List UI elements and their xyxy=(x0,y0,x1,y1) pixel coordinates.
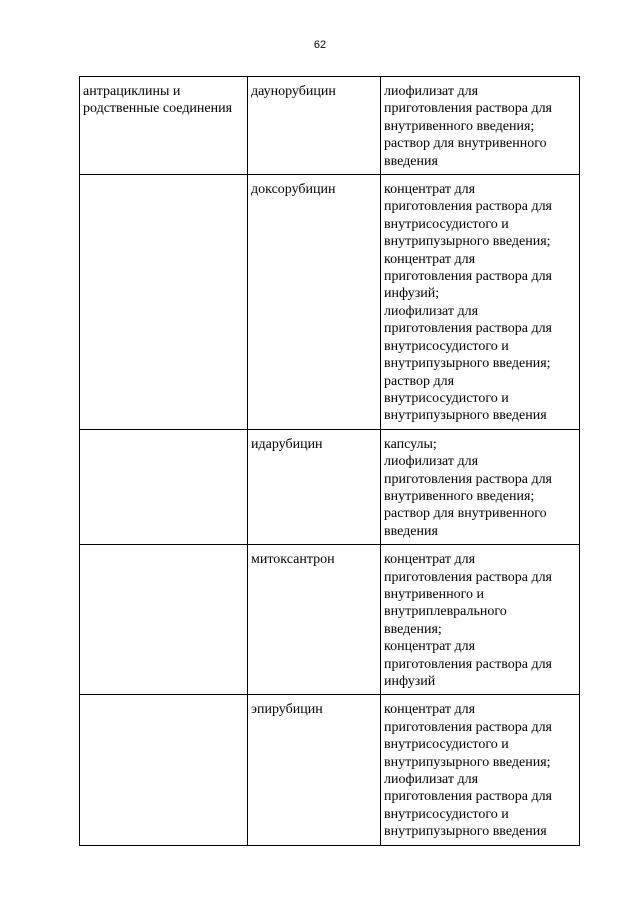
form-line: приготовления раствора для xyxy=(384,471,552,487)
drug-cell: доксорубицин xyxy=(248,175,381,430)
group-cell: антрациклины и родственные соединения xyxy=(80,77,248,175)
form-line: раствор для xyxy=(384,373,455,389)
group-cell xyxy=(80,175,248,430)
drug-cell: даунорубицин xyxy=(248,77,381,175)
form-line: приготовления раствора для xyxy=(384,101,552,117)
form-line: приготовления раствора для xyxy=(384,656,552,672)
table-row xyxy=(80,545,580,695)
form-line: приготовления раствора для xyxy=(384,719,552,735)
table-row xyxy=(80,175,580,430)
form-line: концентрат для xyxy=(384,702,476,718)
form-line: приготовления раствора для xyxy=(384,569,552,585)
form-line: приготовления раствора для xyxy=(384,199,552,215)
form-line: внутрипузырного введения; xyxy=(384,356,551,372)
form-line: внутривенного и xyxy=(384,586,484,602)
form-line: внутривенного введения; xyxy=(384,118,535,134)
form-line: внутрипузырного введения xyxy=(384,408,547,424)
form-line: концентрат для xyxy=(384,251,476,267)
form-line: инфузий; xyxy=(384,286,440,302)
form-line: лиофилизат для xyxy=(384,84,479,99)
table-row xyxy=(80,429,580,544)
form-line: введения xyxy=(384,153,438,169)
form-line: приготовления раствора для xyxy=(384,269,552,285)
form-line: внутриплеврального xyxy=(384,604,507,620)
drug-table xyxy=(79,76,580,846)
form-line: капсулы; xyxy=(384,436,437,452)
form-line: внутрипузырного введения xyxy=(384,824,547,840)
drug-cell: эпирубицин xyxy=(248,695,381,845)
form-line: введения; xyxy=(384,621,442,637)
form-line: внутривенного введения; xyxy=(384,488,535,504)
form-line: введения xyxy=(384,523,438,539)
page-number: 62 xyxy=(313,39,327,51)
form-line: внутрисосудистого и xyxy=(384,338,509,354)
table-row xyxy=(80,77,580,175)
form-cell xyxy=(381,545,580,695)
group-cell xyxy=(80,695,248,845)
form-line: приготовления раствора для xyxy=(384,321,552,337)
form-line: концентрат для xyxy=(384,182,476,198)
form-line: лиофилизат для xyxy=(384,772,479,788)
form-cell xyxy=(381,695,580,845)
form-line: раствор для внутривенного xyxy=(384,136,547,152)
group-cell xyxy=(80,429,248,544)
drug-cell: митоксантрон xyxy=(248,545,381,695)
form-line: инфузий xyxy=(384,674,436,689)
form-line: раствор для внутривенного xyxy=(384,506,547,522)
form-line: концентрат для xyxy=(384,639,476,655)
form-line: концентрат для xyxy=(384,552,476,568)
group-cell xyxy=(80,545,248,695)
form-line: приготовления раствора для xyxy=(384,789,552,805)
form-cell xyxy=(381,429,580,544)
form-line: лиофилизат для xyxy=(384,454,479,470)
form-line: внутрисосудистого и xyxy=(384,390,509,406)
form-line: внутрисосудистого и xyxy=(384,806,509,822)
drug-cell: идарубицин xyxy=(248,429,381,544)
form-line: внутрисосудистого и xyxy=(384,216,509,232)
form-line: внутрипузырного введения; xyxy=(384,754,551,770)
form-line: внутрипузырного введения; xyxy=(384,234,551,250)
form-cell xyxy=(381,175,580,430)
form-line: лиофилизат для xyxy=(384,303,479,319)
table-row xyxy=(80,695,580,845)
form-cell xyxy=(381,77,580,175)
form-line: внутрисосудистого и xyxy=(384,737,509,753)
